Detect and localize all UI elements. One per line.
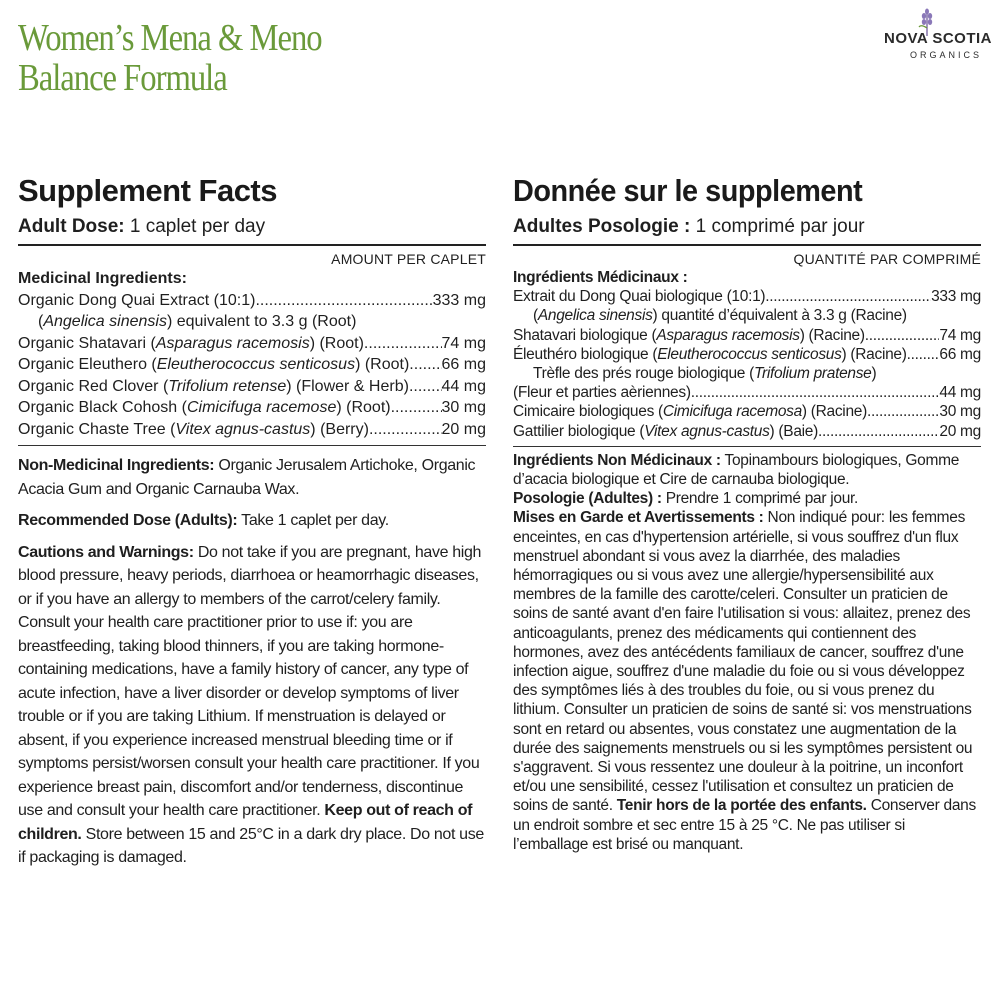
ingredient-subline: Trèfle des prés rouge biologique (Trifolium pratense) bbox=[533, 365, 877, 383]
brand-subtitle: ORGANICS bbox=[910, 50, 983, 60]
french-amount-label: QUANTITÉ PAR COMPRIMÉ bbox=[793, 251, 981, 267]
ingredient-row: Gattilier biologique (Vitex agnus-castus) (Baie) ..... 20 mg bbox=[513, 422, 981, 441]
ingredient-row: Organic Eleuthero (Eleutherococcus senticosus) (Root) ..... 66 mg bbox=[18, 354, 486, 376]
ingredient-row: Organic Shatavari (Asparagus racemosis) (Root) ..... 74 mg bbox=[18, 333, 486, 355]
brand-logo bbox=[882, 8, 992, 66]
ingredient-row: Cimicaire biologiques (Cimicifuga racemosa) (Racine) ..... 30 mg bbox=[513, 402, 981, 421]
ingredient-row: Organic Dong Quai Extract (10:1) ..... 333 mg bbox=[18, 290, 486, 312]
product-title-line-2: Balance Formula bbox=[18, 57, 227, 99]
french-ingredients bbox=[513, 268, 981, 441]
supplement-facts-french bbox=[513, 172, 981, 854]
english-adult-dose bbox=[18, 214, 486, 240]
english-amount-label: AMOUNT PER CAPLET bbox=[331, 251, 486, 267]
ingredient-row: Extrait du Dong Quai biologique (10:1) ..... 333 mg bbox=[513, 287, 981, 306]
french-warnings: Mises en Garde et Avertissements : Non indiqué pour: les femmes enceintes, en cas d'hypertension artérielle, si vous souffrez d'un flux menstruel abondant si vous avez la diarrhée, des maladies hémorragiques ou si vous avez une allergie/hypersensibilité aux membres de la famille des carotte/celeri. Consulter un praticien de soins de santé avant d'en faire l'utilisation si vous: allaitez, prenez des anticoagulants, prenez des médicaments qui contiennent des hormones, avez des antécédents familiaux de cancer, souffrez d'une infection aigue, souffrez d'une maladie du foie ou si vous développez des symptômes liés à des troubles du foie, ou si vous prenez du lithium. Consulter un praticien de soins de santé si: vos menstruations sont en retard ou absentes, vous constatez une augmentation de la durée des saignements menstruels ou si les symptômes persistent ou s'aggravent. Si vous ressentez une douleur à la poitrine, un inconfort et/ou une sensibilité, cessez l'utilisation et consultez un praticien de soins de santé. Tenir hors de la portée des enfants. Conserver dans un endroit sombre et sec entre 15 à 25 °C. Ne pas utiliser si l’emballage est brisé ou manquant. bbox=[513, 509, 976, 853]
divider bbox=[18, 445, 486, 446]
ingredient-row: (Fleur et parties aèriennes) ..... 44 mg bbox=[513, 383, 981, 402]
divider bbox=[513, 244, 981, 246]
french-heading: Donnée sur le supplement bbox=[513, 173, 863, 208]
ingredient-subline: (Angelica sinensis) quantité d’équivalent à 3.3 g (Racine) bbox=[533, 307, 907, 325]
english-ingredients bbox=[18, 268, 486, 440]
ingredient-row: Éleuthéro biologique (Eleutherococcus senticosus) (Racine) ..... 66 mg bbox=[513, 345, 981, 364]
french-non-medicinal: Ingrédients Non Médicinaux : Topinambours biologiques, Gomme d’acacia biologique et Cire de carnauba biologique. bbox=[513, 451, 960, 489]
english-heading: Supplement Facts bbox=[18, 173, 277, 208]
english-dose-value: 1 caplet per day bbox=[124, 216, 266, 237]
product-title bbox=[18, 18, 322, 98]
english-medicinal-label: Medicinal Ingredients: bbox=[18, 270, 187, 287]
french-medicinal-label: Ingrédients Médicinaux : bbox=[513, 269, 688, 286]
french-posologie: Posologie (Adultes) : Prendre 1 comprimé par jour. bbox=[513, 490, 859, 508]
english-dose-label: Adult Dose: bbox=[18, 216, 125, 237]
english-cautions: Cautions and Warnings: Do not take if you are pregnant, have high blood pressure, heavy periods, diarrhoea or heamorrhagic diseases, or if you have an allergy to members of the carrot/celery family. Consult your health care practitioner prior to use if: you are breastfeeding, taking blood thinners, if you are taking hormone-containing medications, have a family history of cancer, any type of acute infection, have a liver disorder or develop symptoms of liver trouble or if you are taking Lithium. If menstruation is delayed or absent, if you experience increased menstrual bleeding time or if symptoms persist/worsen consult your health care practitioner. If you experience breast pain, discomfort and/or tenderness, discontinue use and consult your health care practitioner. Keep out of reach of children. Store between 15 and 25°C in a dark dry place. Do not use if packaging is damaged. bbox=[18, 543, 484, 866]
product-title-line-1: Women’s Mena & Meno bbox=[18, 17, 322, 59]
ingredient-subline: (Angelica sinensis) equivalent to 3.3 g (Root) bbox=[38, 313, 357, 330]
divider bbox=[513, 446, 981, 447]
ingredient-row: Organic Black Cohosh (Cimicifuga racemose) (Root) ..... 30 mg bbox=[18, 397, 486, 419]
ingredient-row: Organic Chaste Tree (Vitex agnus-castus) (Berry) ..... 20 mg bbox=[18, 419, 486, 441]
english-recommended-dose: Recommended Dose (Adults): Take 1 caplet per day. bbox=[18, 512, 389, 529]
divider bbox=[18, 244, 486, 246]
french-adult-dose: Adultes Posologie : 1 comprimé par jour bbox=[513, 216, 865, 237]
ingredient-row: Organic Red Clover (Trifolium retense) (Flower & Herb) ..... 44 mg bbox=[18, 376, 486, 398]
supplement-facts-english bbox=[18, 172, 486, 870]
ingredient-row: Shatavari biologique (Asparagus racemosis) (Racine) ..... 74 mg bbox=[513, 326, 981, 345]
english-non-medicinal: Non-Medicinal Ingredients: Organic Jerusalem Artichoke, Organic Acacia Gum and Organic Carnauba Wax. bbox=[18, 457, 476, 498]
brand-name: NOVA SCOTIA bbox=[884, 30, 993, 47]
